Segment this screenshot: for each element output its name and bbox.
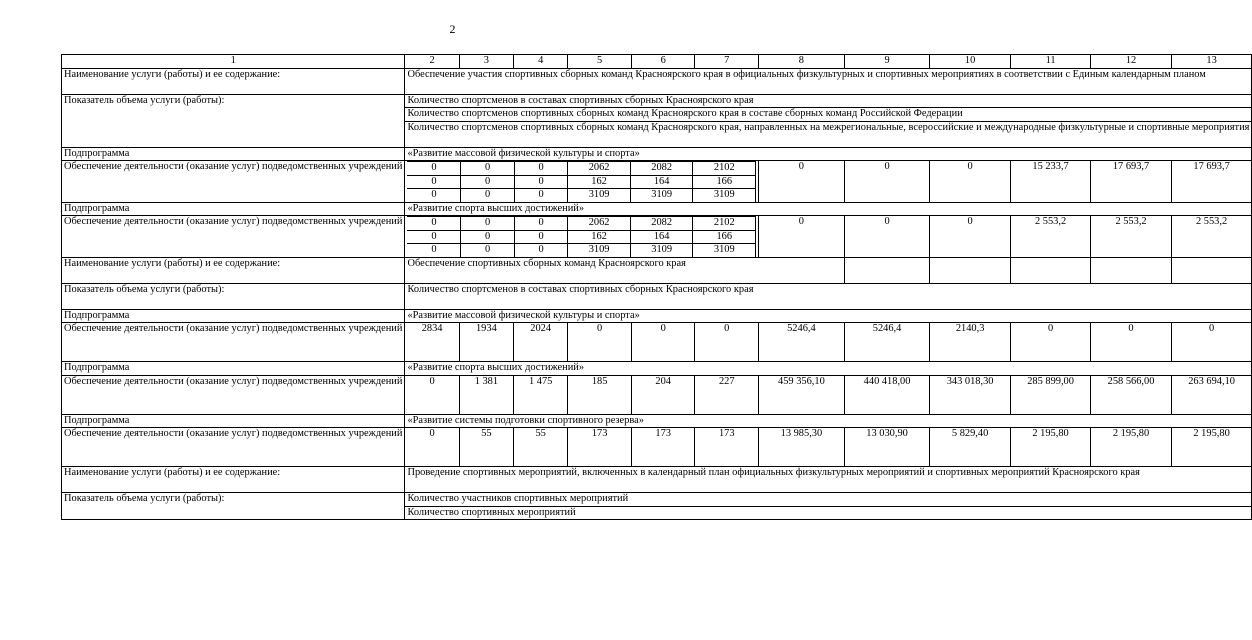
- table-cell: 0: [407, 244, 460, 257]
- service-name-label: Наименование услуги (работы) и ее содержание:: [62, 68, 405, 94]
- table-cell: 285 899,00: [1010, 375, 1090, 414]
- table-cell: 15 233,7: [1010, 161, 1090, 203]
- table-cell: 0: [1010, 323, 1090, 362]
- table-cell: 0: [930, 216, 1010, 258]
- table-cell: 0: [514, 244, 567, 257]
- data-row: [62, 375, 1252, 414]
- table-cell: 263 694,10: [1171, 375, 1252, 414]
- table-cell: 0: [759, 161, 845, 203]
- table-cell: 2082: [630, 162, 693, 176]
- table-cell: 204: [631, 375, 695, 414]
- indicator-value: Количество участников спортивных мероприятий: [405, 493, 1252, 507]
- table-cell: 0: [407, 162, 460, 176]
- table-cell: 0: [695, 323, 759, 362]
- table-cell: 0: [405, 428, 459, 467]
- table-cell: 0: [631, 323, 695, 362]
- data-row: [62, 216, 1252, 258]
- subprogram-name: «Развитие массовой физической культуры и спорта»: [405, 147, 1252, 161]
- table-cell: 166: [693, 175, 756, 189]
- table-cell: 0: [844, 161, 930, 203]
- page-number: 2: [449, 22, 456, 36]
- subprogram-row: [62, 309, 1252, 323]
- data-row: [62, 323, 1252, 362]
- table-cell: 0: [407, 189, 460, 202]
- empty-cell: [1010, 257, 1090, 283]
- table-cell: 0: [759, 216, 845, 258]
- table-cell: 0: [461, 189, 514, 202]
- table-cell: 0: [407, 175, 460, 189]
- table-cell: 162: [568, 175, 631, 189]
- col-header: 7: [695, 55, 759, 69]
- table-cell: 3109: [693, 244, 756, 257]
- table-cell: 0: [568, 323, 632, 362]
- table-cell: 173: [695, 428, 759, 467]
- table-cell: 164: [630, 230, 693, 244]
- subprogram-label: Подпрограмма: [62, 147, 405, 161]
- col-header: 10: [930, 55, 1010, 69]
- col-header: 9: [844, 55, 930, 69]
- subprogram-label: Подпрограмма: [62, 414, 405, 428]
- col-header: 13: [1171, 55, 1252, 69]
- subprogram-row: [62, 202, 1252, 216]
- service3-name-row: [62, 467, 1252, 493]
- indicator-value: Количество спортсменов спортивных сборных команд Красноярского края, направленных на межрегиональные, всероссийские и международные физкультурные и спортивные мероприятия: [405, 121, 1252, 147]
- empty-cell: [844, 257, 930, 283]
- table-cell: 2140,3: [930, 323, 1010, 362]
- table-cell: 2102: [693, 217, 756, 231]
- table-cell: 17 693,7: [1091, 161, 1171, 203]
- table-cell: 0: [461, 175, 514, 189]
- row-label: Обеспечение деятельности (оказание услуг) подведомственных учреждений: [62, 375, 405, 414]
- table-cell: 459 356,10: [759, 375, 845, 414]
- table-cell: 2062: [568, 217, 631, 231]
- table-cell: 0: [407, 230, 460, 244]
- service3-indicator-row: [62, 493, 1252, 507]
- table-cell: 173: [631, 428, 695, 467]
- row-label: Обеспечение деятельности (оказание услуг) подведомственных учреждений: [62, 323, 405, 362]
- table-cell: 2 553,2: [1171, 216, 1252, 258]
- table-cell: 440 418,00: [844, 375, 930, 414]
- col-header: 2: [405, 55, 459, 69]
- service-name-label: Наименование услуги (работы) и ее содержание:: [62, 257, 405, 283]
- subprogram-name: «Развитие спорта высших достижений»: [405, 202, 1252, 216]
- table-cell: 0: [514, 175, 567, 189]
- service-name-value: Обеспечение спортивных сборных команд Красноярского края: [405, 257, 844, 283]
- subprogram-label: Подпрограмма: [62, 309, 405, 323]
- table-cell: 0: [1171, 323, 1252, 362]
- table-cell: 0: [514, 230, 567, 244]
- col-header: 11: [1010, 55, 1090, 69]
- subprogram-name: «Развитие системы подготовки спортивного резерва»: [405, 414, 1252, 428]
- table-cell: 2 195,80: [1171, 428, 1252, 467]
- table-cell: 162: [568, 230, 631, 244]
- col-header: 4: [514, 55, 568, 69]
- table-cell: 0: [514, 217, 567, 231]
- table-cell: 185: [568, 375, 632, 414]
- column-number-row: [62, 55, 1252, 69]
- table-cell: 5246,4: [759, 323, 845, 362]
- table-cell: 166: [693, 230, 756, 244]
- service-table: [61, 54, 1252, 520]
- table-cell: 55: [459, 428, 513, 467]
- col-header: 12: [1091, 55, 1171, 69]
- table-cell: 3109: [630, 189, 693, 202]
- inner-values: [405, 216, 759, 258]
- subprogram-label: Подпрограмма: [62, 362, 405, 376]
- table-cell: 13 030,90: [844, 428, 930, 467]
- indicator-value: Количество спортсменов спортивных сборных команд Красноярского края в составе сборных команд Российской Федерации: [405, 108, 1252, 122]
- service-name-label: Наименование услуги (работы) и ее содержание:: [62, 467, 405, 493]
- table-cell: 164: [630, 175, 693, 189]
- table-cell: 2 553,2: [1091, 216, 1171, 258]
- service-name-value: Обеспечение участия спортивных сборных команд Красноярского края в официальных физкультурных и спортивных мероприятиях в соответствии с Единым календарным планом: [405, 68, 1252, 94]
- col-header: 5: [568, 55, 632, 69]
- row-label: Обеспечение деятельности (оказание услуг) подведомственных учреждений: [62, 216, 405, 258]
- empty-cell: [930, 257, 1010, 283]
- table-cell: 5 829,40: [930, 428, 1010, 467]
- table-cell: 2082: [630, 217, 693, 231]
- table-cell: 2024: [514, 323, 568, 362]
- service2-indicator-row: [62, 283, 1252, 309]
- subprogram-name: «Развитие массовой физической культуры и спорта»: [405, 309, 1252, 323]
- table-cell: 0: [844, 216, 930, 258]
- table-cell: 3109: [568, 189, 631, 202]
- table-cell: 3109: [693, 189, 756, 202]
- row-label: Обеспечение деятельности (оказание услуг) подведомственных учреждений: [62, 428, 405, 467]
- row-label: Обеспечение деятельности (оказание услуг) подведомственных учреждений: [62, 161, 405, 203]
- table-cell: 0: [461, 217, 514, 231]
- data-row: [62, 428, 1252, 467]
- service1-indicator-row: [62, 94, 1252, 108]
- col-header: 6: [631, 55, 695, 69]
- table-cell: 0: [407, 217, 460, 231]
- service2-name-row: [62, 257, 1252, 283]
- table-cell: 0: [514, 189, 567, 202]
- subprogram-label: Подпрограмма: [62, 202, 405, 216]
- table-cell: 13 985,30: [759, 428, 845, 467]
- empty-cell: [1171, 257, 1252, 283]
- data-row: [62, 161, 1252, 203]
- table-cell: 258 566,00: [1091, 375, 1171, 414]
- table-cell: 3109: [568, 244, 631, 257]
- table-cell: 0: [930, 161, 1010, 203]
- table-cell: 5246,4: [844, 323, 930, 362]
- table-cell: 0: [514, 162, 567, 176]
- indicator-label: Показатель объема услуги (работы):: [62, 94, 405, 147]
- table-cell: 2 195,80: [1091, 428, 1171, 467]
- service-name-value: Проведение спортивных мероприятий, включенных в календарный план официальных физкультурных мероприятий и спортивных мероприятий Красноярского края: [405, 467, 1252, 493]
- table-cell: 55: [514, 428, 568, 467]
- table-cell: 0: [1091, 323, 1171, 362]
- col-header: 3: [459, 55, 513, 69]
- subprogram-row: [62, 147, 1252, 161]
- table-cell: 2 553,2: [1010, 216, 1090, 258]
- table-cell: 343 018,30: [930, 375, 1010, 414]
- table-cell: 227: [695, 375, 759, 414]
- table-cell: 2102: [693, 162, 756, 176]
- subprogram-name: «Развитие спорта высших достижений»: [405, 362, 1252, 376]
- indicator-label: Показатель объема услуги (работы):: [62, 283, 405, 309]
- indicator-value: Количество спортсменов в составах спортивных сборных Красноярского края: [405, 94, 1252, 108]
- subprogram-row: [62, 414, 1252, 428]
- table-cell: 0: [461, 244, 514, 257]
- col-header: 8: [759, 55, 845, 69]
- indicator-label: Показатель объема услуги (работы):: [62, 493, 405, 520]
- subprogram-row: [62, 362, 1252, 376]
- table-cell: 173: [568, 428, 632, 467]
- table-cell: 0: [405, 375, 459, 414]
- table-cell: 1 381: [459, 375, 513, 414]
- table-cell: 0: [461, 230, 514, 244]
- col-header: 1: [62, 55, 405, 69]
- inner-values: [405, 161, 759, 203]
- table-cell: 1 475: [514, 375, 568, 414]
- table-cell: 2 195,80: [1010, 428, 1090, 467]
- indicator-value: Количество спортсменов в составах спортивных сборных Красноярского края: [405, 283, 1252, 309]
- table-cell: 0: [461, 162, 514, 176]
- table-cell: 1934: [459, 323, 513, 362]
- table-cell: 17 693,7: [1171, 161, 1252, 203]
- table-cell: 3109: [630, 244, 693, 257]
- table-cell: 2834: [405, 323, 459, 362]
- service1-name-row: [62, 68, 1252, 94]
- table-cell: 2062: [568, 162, 631, 176]
- indicator-value: Количество спортивных мероприятий: [405, 506, 1252, 520]
- empty-cell: [1091, 257, 1171, 283]
